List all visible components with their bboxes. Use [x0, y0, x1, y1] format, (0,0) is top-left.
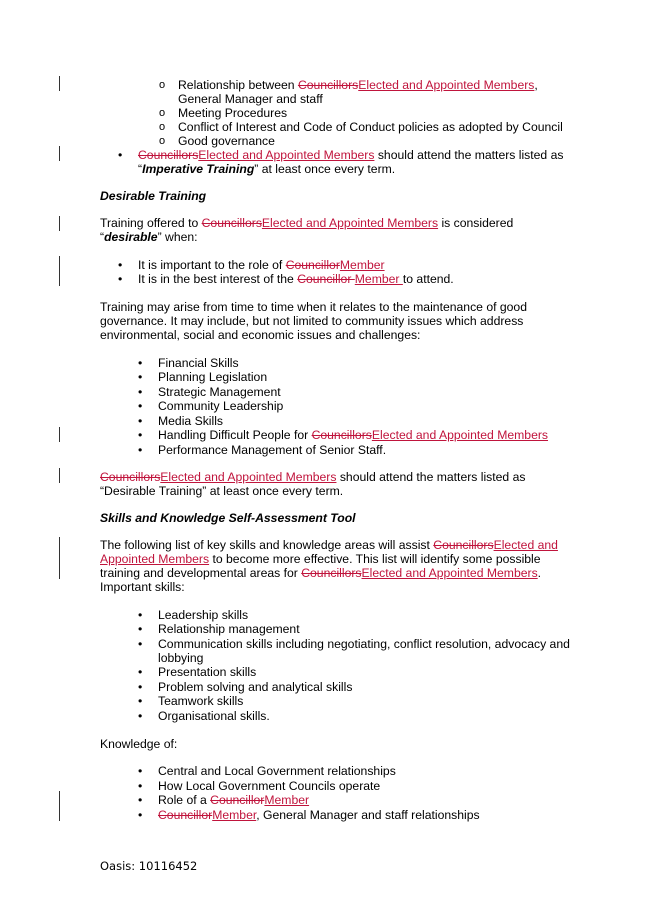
deleted-text: Councillors: [201, 216, 262, 230]
deleted-text: Councillors: [100, 470, 161, 484]
text: to attend.: [402, 272, 454, 286]
list-item: [158, 808, 480, 822]
text: The following list of key skills and knowledge areas will assist: [100, 538, 434, 552]
paragraph-line: Training may arise from time to time when it relates to the maintenance of good: [100, 300, 527, 314]
list-item: • Relationship management: [158, 622, 300, 636]
change-bar: [59, 76, 60, 91]
paragraph-line: governance. It may include, but not limited to community issues which address: [100, 314, 524, 328]
list-item: • Central and Local Government relationships: [158, 764, 396, 778]
paragraph-line: Important skills:: [100, 580, 185, 594]
text: should attend the matters listed as: [374, 148, 564, 162]
deleted-text: Councillors: [297, 78, 359, 92]
list-item: [138, 148, 563, 162]
list-item: • Community Leadership: [158, 399, 283, 413]
list-item: • Planning Legislation: [158, 370, 267, 384]
list-item: o Conflict of Interest and Code of Conduct policies as adopted by Council: [178, 120, 563, 134]
list-item: [138, 258, 385, 272]
list-item: o Meeting Procedures: [178, 106, 287, 120]
paragraph-line: [100, 216, 513, 230]
list-item: • Organisational skills.: [158, 709, 270, 723]
paragraph-line: [100, 538, 558, 552]
list-item: • Performance Management of Senior Staff.: [158, 443, 386, 457]
list-item: • Leadership skills: [158, 608, 248, 622]
change-bar: [59, 146, 60, 161]
deleted-text: Councillors: [301, 566, 362, 580]
text: It is in the best interest of the: [138, 272, 298, 286]
list-item: o Good governance: [178, 134, 275, 148]
change-bar: [59, 427, 60, 442]
deleted-text: Councillor: [210, 793, 265, 807]
deleted-text: Councillor: [297, 272, 355, 286]
text: to become more effective. This list will identify some possible: [209, 552, 541, 566]
deleted-text: Councillors: [311, 428, 372, 442]
inserted-text: Elected and Appointed Members: [371, 428, 549, 442]
list-item: • Media Skills: [158, 414, 223, 428]
text: training and developmental areas for: [100, 566, 302, 580]
list-item: • Financial Skills: [158, 356, 239, 370]
paragraph-line: [100, 552, 541, 566]
deleted-text: Councillors: [433, 538, 494, 552]
inserted-text: Elected and Appointed Members: [358, 78, 535, 92]
deleted-text: Councillor: [158, 808, 213, 822]
list-item: • Communication skills including negotiating, conflict resolution, advocacy and: [158, 637, 570, 651]
list-item-continuation: [138, 162, 395, 176]
change-bar: [59, 791, 60, 821]
paragraph-line: Knowledge of:: [100, 737, 178, 751]
deleted-text: Councillors: [138, 148, 199, 162]
inserted-text: Elected and Appointed Members: [361, 566, 538, 580]
list-item: • Problem solving and analytical skills: [158, 680, 352, 694]
text: ” at least once every term.: [254, 162, 396, 176]
section-heading: Desirable Training: [100, 189, 207, 203]
list-item-continuation: General Manager and staff: [178, 92, 323, 106]
list-item: [158, 793, 309, 807]
inserted-text: Member: [339, 258, 385, 272]
inserted-text: Member: [354, 272, 403, 286]
deleted-text: Councillor: [285, 258, 340, 272]
list-item: • How Local Government Councils operate: [158, 779, 380, 793]
change-bar: [59, 468, 60, 483]
page-footer: Oasis: 10116452: [100, 859, 198, 873]
paragraph-line: “Desirable Training” at least once every term.: [100, 484, 344, 498]
text: .: [537, 566, 542, 580]
section-heading: Skills and Knowledge Self-Assessment Tool: [100, 511, 356, 525]
text: Relationship between: [178, 78, 298, 92]
text: Training offered to: [100, 216, 202, 230]
inserted-text: Elected and Appointed Members: [198, 148, 375, 162]
inserted-text: Appointed Members: [100, 552, 210, 566]
emphasis-text: desirable: [104, 230, 158, 244]
inserted-text: Elected and Appointed Members: [261, 216, 439, 230]
change-bar: [59, 537, 60, 579]
list-item-continuation: lobbying: [158, 651, 204, 665]
emphasis-text: Imperative Training: [142, 162, 255, 176]
text: Handling Difficult People for: [158, 428, 312, 442]
paragraph-line: [100, 230, 198, 244]
inserted-text: Member: [212, 808, 257, 822]
list-item: [178, 78, 538, 92]
list-item: • Teamwork skills: [158, 694, 243, 708]
text: , General Manager and staff relationships: [256, 808, 480, 822]
text: “: [100, 230, 105, 244]
text: “: [138, 162, 143, 176]
text: It is important to the role of: [138, 258, 286, 272]
list-item: • Strategic Management: [158, 385, 281, 399]
inserted-text: Elected and: [493, 538, 558, 552]
inserted-text: Elected and Appointed Members: [160, 470, 337, 484]
inserted-text: Member: [264, 793, 310, 807]
list-item: [158, 428, 548, 442]
paragraph-line: [100, 566, 541, 580]
paragraph-line: [100, 470, 525, 484]
text: ,: [534, 78, 538, 92]
list-item: [138, 272, 454, 286]
paragraph-line: environmental, social and economic issues and challenges:: [100, 328, 421, 342]
text: ” when:: [157, 230, 198, 244]
text: Role of a: [158, 793, 211, 807]
change-bar: [59, 256, 60, 286]
text: is considered: [438, 216, 514, 230]
list-item: • Presentation skills: [158, 665, 256, 679]
change-bar: [59, 216, 60, 231]
text: should attend the matters listed as: [336, 470, 526, 484]
